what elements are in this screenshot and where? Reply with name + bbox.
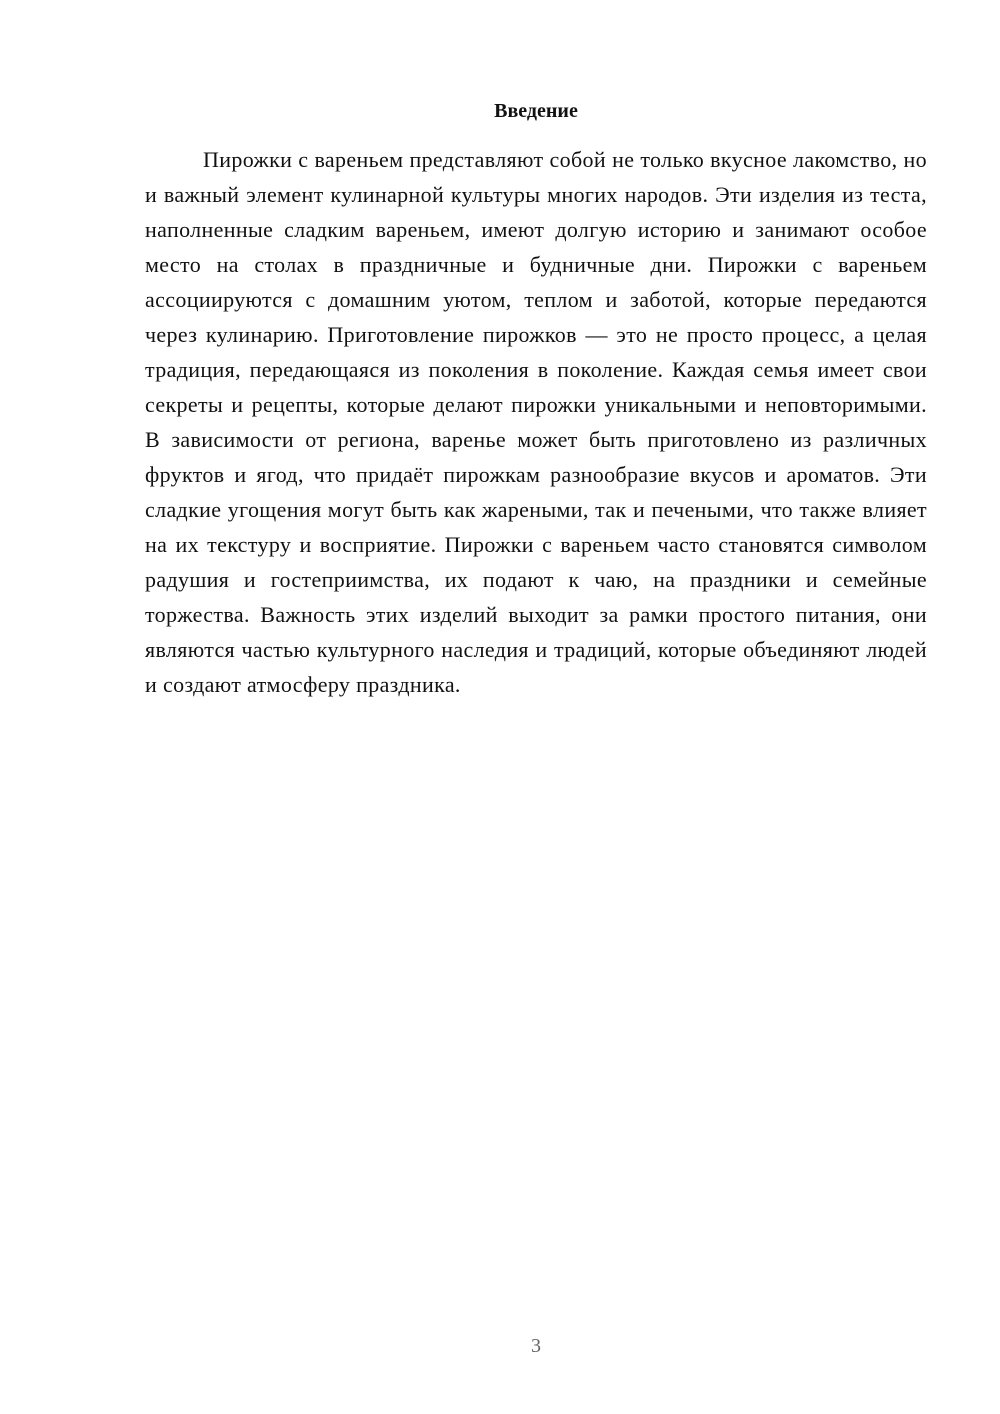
page-number: 3 [531, 1335, 541, 1357]
section-heading: Введение [494, 100, 578, 122]
body-paragraph: Пирожки с вареньем представляют собой не только вкусное лакомство, но и важный элемент кулинарной культуры многих народов. Эти изделия из теста, наполненные сладким вареньем, имеют долгую историю и занимают особое место на столах в праздничные и будничные дни. Пирожки с вареньем ассоциируются с домашним уютом, теплом и заботой, которые передаются через кулинарию. Приготовление пирожков — это не просто процесс, а целая традиция, передающаяся из поколения в поколение. Каждая семья имеет свои секреты и рецепты, которые делают пирожки уникальными и неповторимыми. В зависимости от региона, варенье может быть приготовлено из различных фруктов и ягод, что придаёт пирожкам разнообразие вкусов и ароматов. Эти сладкие угощения могут быть как жареными, так и печеными, что также влияет на их текстуру и восприятие. Пирожки с вареньем часто становятся символом радушия и гостеприимства, их подают к чаю, на праздники и семейные торжества. Важность этих изделий выходит за рамки простого питания, они являются частью культурного наследия и традиций, которые объединяют людей и создают атмосферу праздника. [145, 147, 927, 697]
